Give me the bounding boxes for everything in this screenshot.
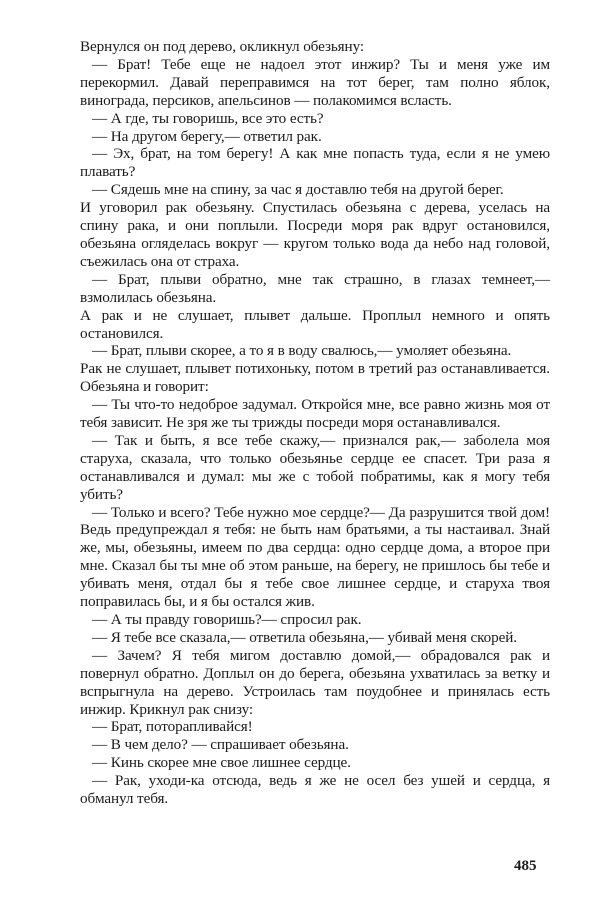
paragraph: — Брат, плыви обратно, мне так страшно, в глазах темнеет,— взмолилась обезьяна.: [80, 270, 550, 306]
paragraph: — Брат, плыви скорее, а то я в воду свалюсь,— умоляет обезьяна.: [92, 342, 512, 360]
paragraph: А рак и не слушает, плывет дальше. Проплыл немного и опять остановился.: [80, 306, 550, 342]
paragraph: — Кинь скорее мне свое лишнее сердце.: [92, 754, 351, 772]
paragraph: — В чем дело? — спрашивает обезьяна.: [92, 736, 349, 754]
paragraph: — Рак, уходи-ка отсюда, ведь я же не осел без ушей и сердца, я обманул тебя.: [80, 772, 550, 808]
paragraph: Рак не слушает, плывет потихоньку, потом в третий раз останавливается. Обезьяна и говорит:: [80, 360, 550, 396]
page-text: [80, 38, 550, 808]
paragraph: — На другом берегу,— ответил рак.: [92, 127, 322, 145]
paragraph: — Зачем? Я тебя мигом доставлю домой,— обрадовался рак и повернул обратно. Доплыл он до берега, обезьяна ухватилась за ветку и вспрыгнула на дерево. Устроилась там поудобнее и принялась есть инжир. Крикнул рак снизу:: [80, 646, 550, 718]
paragraph: — Так и быть, я все тебе скажу,— признался рак,— заболела моя старуха, сказала, что только обезьянье сердце ее спасет. Три раза я останавливался и думал: мы же с тобой побратимы, как я могу тебя убить?: [80, 431, 550, 503]
paragraph: — Брат! Тебе еще не надоел этот инжир? Ты и меня уже им перекормил. Давай переправимся на тот берег, там полно яблок, винограда, персиков, апельсинов — полакомимся всласть.: [80, 55, 550, 109]
paragraph: — А ты правду говоришь?— спросил рак.: [92, 611, 362, 628]
paragraph: — Брат, поторапливайся!: [92, 718, 253, 736]
paragraph: — Сядешь мне на спину, за час я доставлю тебя на другой берег.: [92, 181, 504, 199]
paragraph: — Ты что-то недоброе задумал. Откройся мне, все равно жизнь моя от тебя зависит. Не зря же ты трижды посреди моря останавливался.: [80, 396, 550, 432]
paragraph: И уговорил рак обезьяну. Спустилась обезьяна с дерева, уселась на спину рака, и они поплыли. Посреди моря рак вдруг остановился, обезьяна огляделась вокруг — кругом только вода да небо над головой, съежилась она от страха.: [80, 199, 550, 270]
paragraph: — Я тебе все сказала,— ответила обезьяна,— убивай меня скорей.: [92, 628, 517, 646]
paragraph: — А где, ты говоришь, все это есть?: [92, 109, 324, 127]
paragraph: — Только и всего? Тебе нужно мое сердце?— Да разрушится твой дом! Ведь предупреждал я тебя: не быть нам братьями, а ты настаивал. Знай же, мы, обезьяны, имеем по два сердца: одно сердце дома, а второе при мне. Сказал бы ты мне об этом раньше, на берегу, не пришлось бы тебе и убивать меня, отдал бы я тебе свое лишнее сердце, и старуха твоя поправилась бы, и я бы остался жив.: [80, 503, 550, 611]
paragraph: Вернулся он под дерево, окликнул обезьяну:: [80, 38, 364, 55]
page-number: 485: [514, 858, 537, 874]
paragraph: — Эх, брат, на том берегу! А как мне попасть туда, если я не умею плавать?: [80, 145, 550, 181]
